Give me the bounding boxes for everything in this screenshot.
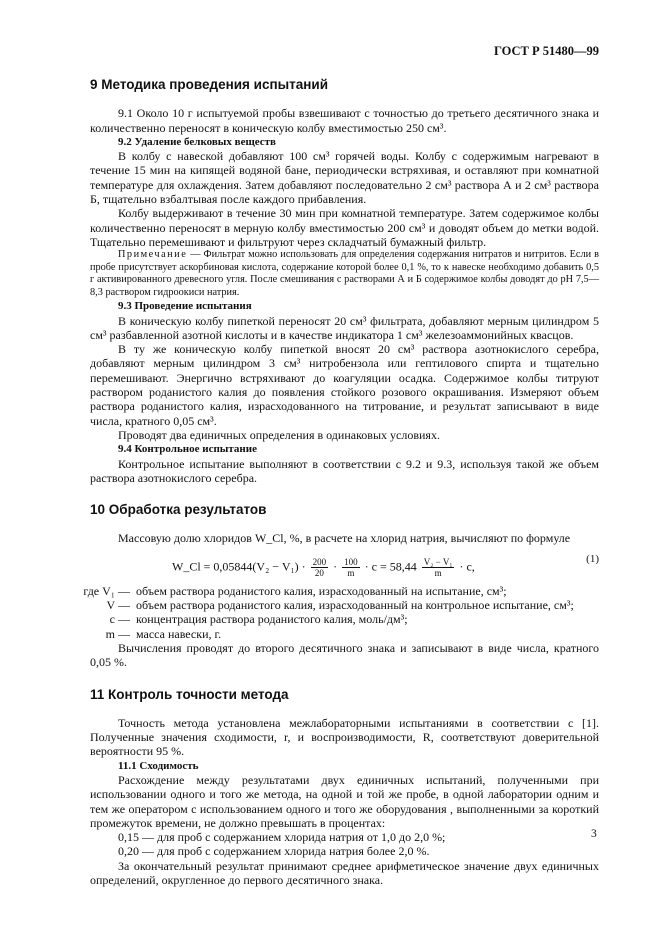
definition-symbol-text: V₁ — [102, 583, 130, 598]
paragraph-9-2-a: В колбу с навеской добавляют 100 см³ горячей воды. Колбу с содержимым нагревают в течение 15 мин на кипящей водяной бане, периодически встряхивая, и оставляют при комнатной температуре для охлаждения. Затем добавляют последовательно 2 см³ раствора А и 2 см³ раствора Б, тщательно взбалтывая после каждого прибавления. [90, 149, 599, 207]
paragraph-9-3-b: В ту же коническую колбу пипеткой вносят 20 см³ раствора азотнокислого серебра, добавляют мерным цилиндром 3 см³ нитробензола или гептилового спирта и тщательно перемешивают. Энергично встряхивают до коагуляции осадка. Содержимое колбы титруют раствором роданистого калия до появления стойкого розового окрашивания. Измеряют объем раствора роданистого калия, израсходованного на титрование, и результат записывают в виде числа, кратного 0,05 см³. [90, 342, 599, 428]
definition-text: концентрация раствора роданистого калия, моль/дм³; [136, 612, 408, 627]
definition-symbol: c — [109, 612, 130, 627]
subsection-11-1-title: 11.1 Сходимость [118, 759, 199, 772]
definition-text: масса навески, г. [136, 626, 222, 641]
note-text: — Фильтрат можно использовать для определения содержания нитратов и нитритов. Если в пробе присутствует аскорбиновая кислота, содержание которой более 0,1 %, то к навеске необходимо добавить 0,5 г активированного древесного угля. После смешивания с растворами А и Б содержимое колбы доводят до рН 7,5—8,3 раствором гидроокиси натрия. [90, 249, 599, 298]
note-label: Примечание [118, 249, 188, 261]
formula-middle: · c = 58,44 [364, 558, 417, 573]
paragraph-9-1: 9.1 Около 10 г испытуемой пробы взвешивают с точностью до третьего десятичного знака и количественно переносят в коническую колбу вместимостью 250 см³. [90, 106, 599, 135]
paragraph-11-1-c: 0,20 — для проб с содержанием хлорида натрия более 2,0 %. [118, 844, 430, 859]
document-id-header: ГОСТ Р 51480—99 [493, 44, 599, 58]
section-11-title: 11 Контроль точности метода [90, 686, 289, 702]
formula-end: · c, [459, 558, 475, 573]
page-body [83, 77, 599, 888]
subsection-9-4-title: 9.4 Контрольное испытание [118, 443, 257, 456]
paragraph-10-intro: Массовую долю хлоридов W_Cl, %, в расчете на хлорид натрия, вычисляют по формуле [118, 531, 571, 546]
definition-symbol: V — [106, 598, 130, 613]
formula-number: (1) [586, 552, 599, 565]
where-word: где [83, 583, 100, 598]
paragraph-9-3-a: В коническую колбу пипеткой переносят 20 см³ фильтрата, добавляют мерным цилиндром 5 см³ разбавленной азотной кислоты и в качестве индикатора 1 см³ железоаммонийных квасцов. [90, 313, 599, 342]
paragraph-9-4: Контрольное испытание выполняют в соответствии с 9.2 и 9.3, используя такой же объем раствора азотнокислого серебра. [90, 456, 599, 485]
paragraph-9-2-b: Колбу выдерживают в течение 30 мин при комнатной температуре. Затем содержимое колбы количественно переносят в мерную колбу вместимостью 200 см³ и доводят объем до метки водой. Тщательно перемешивают и фильтруют через складчатый бумажный фильтр. [90, 206, 599, 249]
page-number: 3 [591, 828, 597, 840]
section-10-title: 10 Обработка результатов [90, 502, 267, 518]
paragraph-11-1-d: За окончательный результат принимают среднее арифметическое значение двух единичных определений, округленное до первого десятичного знака. [90, 858, 599, 888]
fraction-100-m: $\frac{100}{m}$ [344, 556, 358, 578]
subsection-9-3-title: 9.3 Проведение испытания [118, 300, 252, 313]
definition-text: объем раствора роданистого калия, израсходованный на испытание, см³; [136, 583, 507, 598]
section-9-title: 9 Методика проведения испытаний [90, 77, 329, 92]
paragraph-11-1-b: 0,15 — для проб с содержанием хлорида натрия от 1,0 до 2,0 %; [118, 830, 446, 845]
paragraph-10-calc: Вычисления проводят до второго десятичного знака и записывают в виде числа, кратного 0,05 %. [90, 640, 599, 670]
definition-text: объем раствора роданистого калия, израсходованный на контрольное испытание, см³; [136, 598, 574, 613]
note [90, 249, 599, 299]
paragraph-11-intro: Точность метода установлена межлабораторными испытаниями в соответствии с [1]. Полученные значения сходимости, r, и воспроизводимости, R, соответствуют доверительной вероятности 95 %. [90, 715, 599, 759]
paragraph-9-3-c: Проводят два единичных определения в одинаковых условиях. [118, 427, 440, 442]
formula-1: W_Cl = 0,05844(V₂ − V₁) · $\frac{200}{20}$ · $\frac{100}{m}$ · c = 58,44 $\frac{\text{V₂ − V₁}}{m}$ · c, (1) [172, 552, 599, 578]
fraction-v2-v1-m: $\frac{\text{V₂ − V₁}}{m}$ [423, 556, 453, 578]
definition-symbol [50, 584, 134, 598]
paragraph-11-1-a: Расхождение между результатами двух единичных испытаний, полученными при использовании одного и того же метода, на одной и той же пробе, в одной лаборатории одним и тем же оператором с использованием одного и того же оборудования , выполненными за короткий промежуток времени, не должно превышать в процентах: [90, 772, 599, 830]
definition-symbol: m — [105, 626, 130, 641]
fraction-200-20: $\frac{200}{20}$ [312, 556, 327, 578]
formula-left: W_Cl = 0,05844(V₂ − V₁) · [172, 558, 306, 573]
symbol-definitions [83, 583, 599, 641]
subsection-9-2-title: 9.2 Удаление белковых веществ [118, 135, 276, 148]
